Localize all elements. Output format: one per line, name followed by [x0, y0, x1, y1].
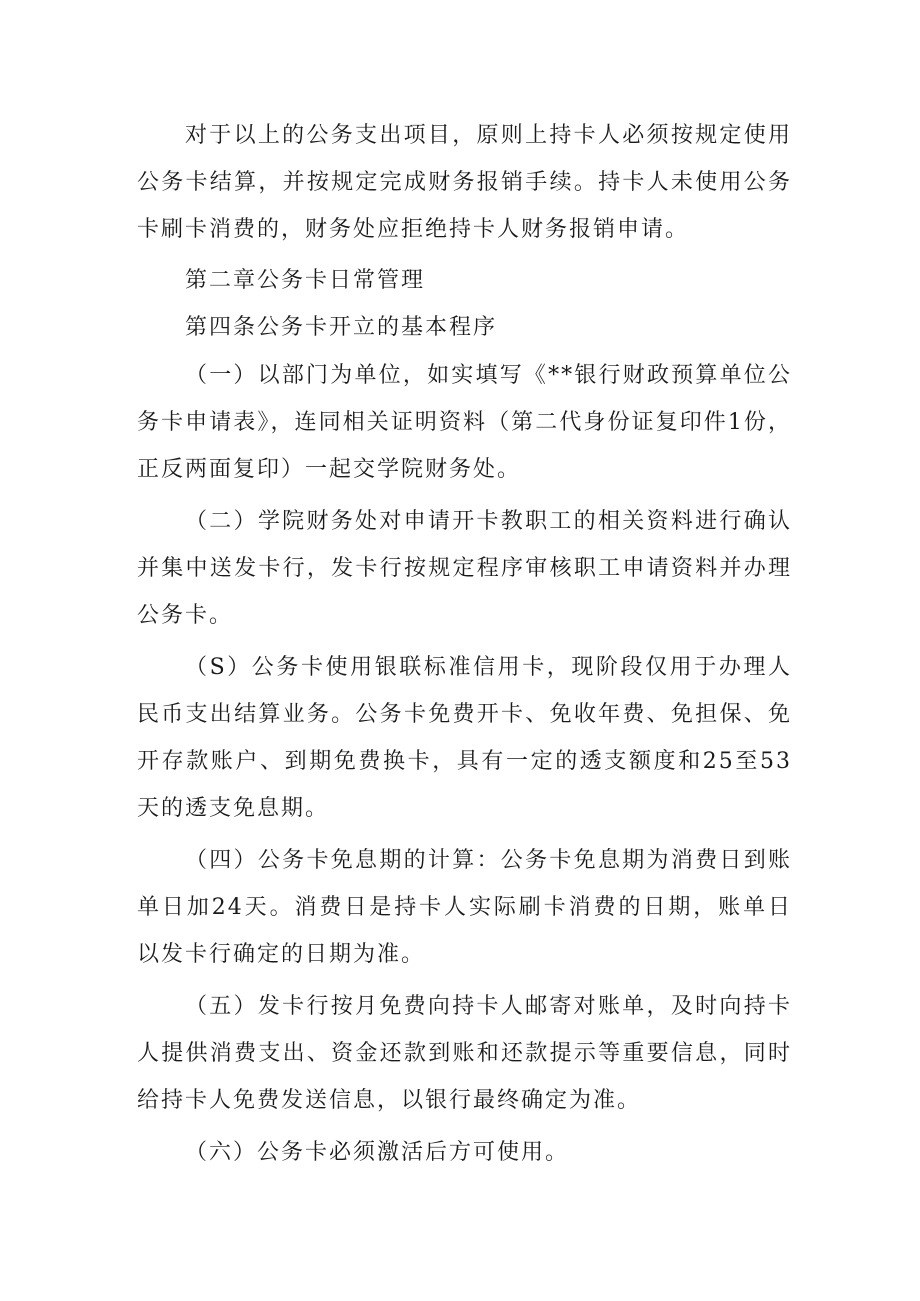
paragraph-item-6: （六）公务卡必须激活后方可使用。 — [185, 1140, 570, 1165]
article-heading: 第四条公务卡开立的基本程序 — [185, 315, 498, 340]
paragraph-item-4: （四）公务卡免息期的计算：公务卡免息期为消费日到账单日加24天。消费日是持卡人实际刷卡消费的日期，账单日以发卡行确定的日期为准。 — [137, 848, 792, 967]
paragraph-card-settlement: 对于以上的公务支出项目，原则上持卡人必须按规定使用公务卡结算，并按规定完成财务报销手续。持卡人未使用公务卡刷卡消费的，财务处应拒绝持卡人财务报销申请。 — [137, 123, 792, 242]
paragraph-item-1: （一）以部门为单位，如实填写《**银行财政预算单位公务卡申请表》，连同相关证明资料（第二代身份证复印件1份，正反两面复印）一起交学院财务处。 — [137, 363, 792, 482]
paragraph-item-5: （五）发卡行按月免费向持卡人邮寄对账单，及时向持卡人提供消费支出、资金还款到账和还款提示等重要信息，同时给持卡人免费发送信息，以银行最终确定为准。 — [137, 994, 792, 1113]
paragraph-item-3: （S）公务卡使用银联标准信用卡，现阶段仅用于办理人民币支出结算业务。公务卡免费开卡、免收年费、免担保、免开存款账户、到期免费换卡，具有一定的透支额度和25至53天的透支免息期。 — [137, 655, 792, 821]
chapter-heading: 第二章公务卡日常管理 — [185, 268, 426, 293]
paragraph-item-2: （二）学院财务处对申请开卡教职工的相关资料进行确认并集中送发卡行，发卡行按规定程序审核职工申请资料并办理公务卡。 — [137, 509, 792, 628]
